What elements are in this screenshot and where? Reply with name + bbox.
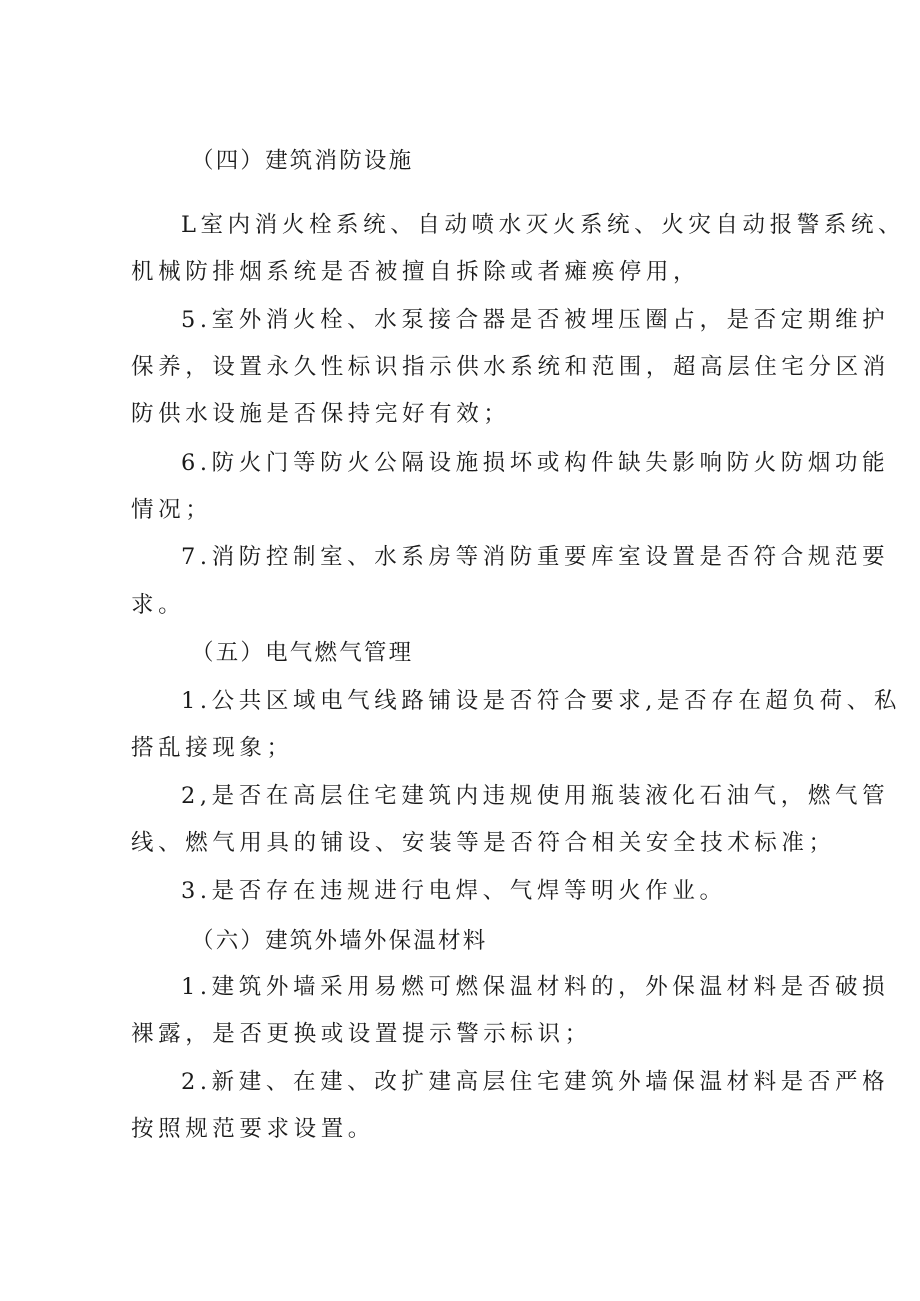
- item-4-1-line-1: L室内消火栓系统、自动喷水灭火系统、火灾自动报警系统、: [181, 212, 906, 238]
- item-4-6-line-2: 情况；: [131, 497, 213, 523]
- item-5-1-line-2: 搭乱接现象；: [131, 735, 294, 761]
- item-6-1-line-2: 裸露，是否更换或设置提示警示标识；: [131, 1021, 592, 1047]
- item-5-2-line-2: 线、燃气用具的铺设、安装等是否符合相关安全技术标准；: [131, 830, 836, 856]
- item-4-5-line-1: 5.室外消火栓、水泵接合器是否被埋压圈占，是否定期维护: [181, 307, 890, 333]
- item-4-7-line-2: 求。: [131, 592, 186, 618]
- item-5-1-line-1: 1.公共区域电气线路铺设是否符合要求,是否存在超负荷、私: [181, 688, 901, 714]
- item-6-1-line-1: 1.建筑外墙采用易燃可燃保温材料的，外保温材料是否破损: [181, 974, 890, 1000]
- section-heading-4: （四）建筑消防设施: [191, 148, 414, 174]
- section-heading-5: （五）电气燃气管理: [191, 640, 414, 666]
- item-6-2-line-1: 2.新建、在建、改扩建高层住宅建筑外墙保温材料是否严格: [181, 1069, 890, 1095]
- item-4-1-line-2: 机械防排烟系统是否被擅自拆除或者瘫痪停用，: [131, 259, 701, 285]
- item-4-6-line-1: 6.防火门等防火公隔设施损坏或构件缺失影响防火防烟功能: [181, 450, 890, 476]
- item-5-3-line-1: 3.是否存在违规进行电焊、气焊等明火作业。: [181, 878, 727, 904]
- section-heading-6: （六）建筑外墙外保温材料: [191, 928, 488, 954]
- item-4-5-line-3: 防供水设施是否保持完好有效；: [131, 401, 511, 427]
- item-5-2-line-1: 2,是否在高层住宅建筑内违规使用瓶装液化石油气，燃气管: [181, 783, 890, 809]
- item-4-5-line-2: 保养，设置永久性标识指示供水系统和范围，超高层住宅分区消: [131, 354, 890, 380]
- item-6-2-line-2: 按照规范要求设置。: [131, 1116, 375, 1142]
- item-4-7-line-1: 7.消防控制室、水系房等消防重要库室设置是否符合规范要: [181, 544, 890, 570]
